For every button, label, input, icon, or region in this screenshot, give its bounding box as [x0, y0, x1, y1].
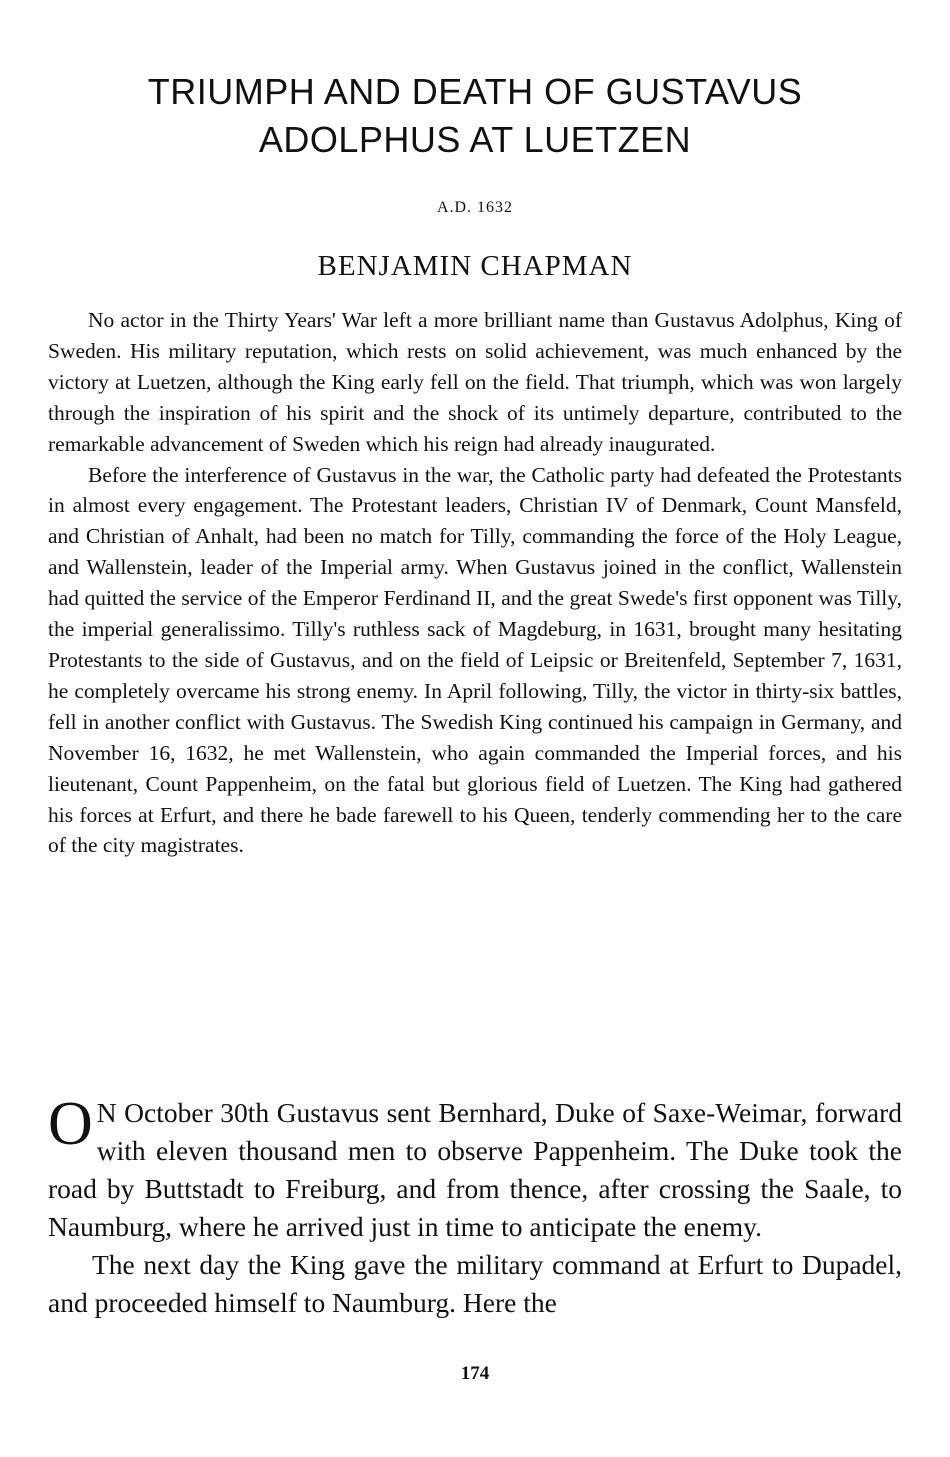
introduction: [48, 305, 902, 861]
author-name: BENJAMIN CHAPMAN: [317, 250, 633, 282]
intro-paragraph-1: No actor in the Thirty Years' War left a more brilliant name than Gustavus Adolphus, King of Sweden. His military reputation, which rests on solid achievement, was much enhanced by the victory at Luetzen, although the King early fell on the field. That triumph, which was won largely through the inspiration of his spirit and the shock of its untimely departure, contributed to the remarkable advancement of Sweden which his reign had already inaugurated.: [48, 308, 902, 456]
body-paragraph-1-text: N October 30th Gustavus sent Bernhard, Duke of Saxe-Weimar, forward with eleven thousand men to observe Pappenheim. The Duke took the road by Buttstadt to Freiburg, and from thence, after crossing the Saale, to Naumburg, where he arrived just in time to anticipate the enemy.: [48, 1097, 902, 1242]
main-text: [48, 1090, 902, 1322]
drop-cap: O: [48, 1090, 93, 1158]
body-paragraph-1: [48, 1090, 902, 1246]
body-paragraph-2: The next day the King gave the military command at Erfurt to Dupadel, and proceeded himself to Naumburg. Here the: [48, 1249, 902, 1318]
chapter-date: A.D. 1632: [436, 199, 514, 216]
intro-paragraph-2: Before the interference of Gustavus in the war, the Catholic party had defeated the Protestants in almost every engagement. The Protestant leaders, Christian IV of Denmark, Count Mansfeld, and Christian of Anhalt, had been no match for Tilly, commanding the force of the Holy League, and Wallenstein, leader of the Imperial army. When Gustavus joined in the conflict, Wallenstein had quitted the service of the Emperor Ferdinand II, and the great Swede's first opponent was Tilly, the imperial generalissimo. Tilly's ruthless sack of Magdeburg, in 1631, brought many hesitating Protestants to the side of Gustavus, and on the field of Leipsic or Breitenfeld, September 7, 1631, he completely overcame his strong enemy. In April following, Tilly, the victor in thirty-six battles, fell in another conflict with Gustavus. The Swedish King continued his campaign in Germany, and November 16, 1632, he met Wallenstein, who again commanded the Imperial forces, and his lieutenant, Count Pappenheim, on the fatal but glorious field of Luetzen. The King had gathered his forces at Erfurt, and there he bade farewell to his Queen, tenderly commending her to the care of the city magistrates.: [48, 462, 902, 858]
book-page: [48, 0, 902, 1457]
page-number: 174: [460, 1363, 490, 1384]
chapter-title-line-1: TRIUMPH AND DEATH OF GUSTAVUS: [147, 71, 803, 112]
chapter-title-line-2: ADOLPHUS AT LUETZEN: [258, 119, 692, 160]
chapter-title: [48, 68, 902, 164]
